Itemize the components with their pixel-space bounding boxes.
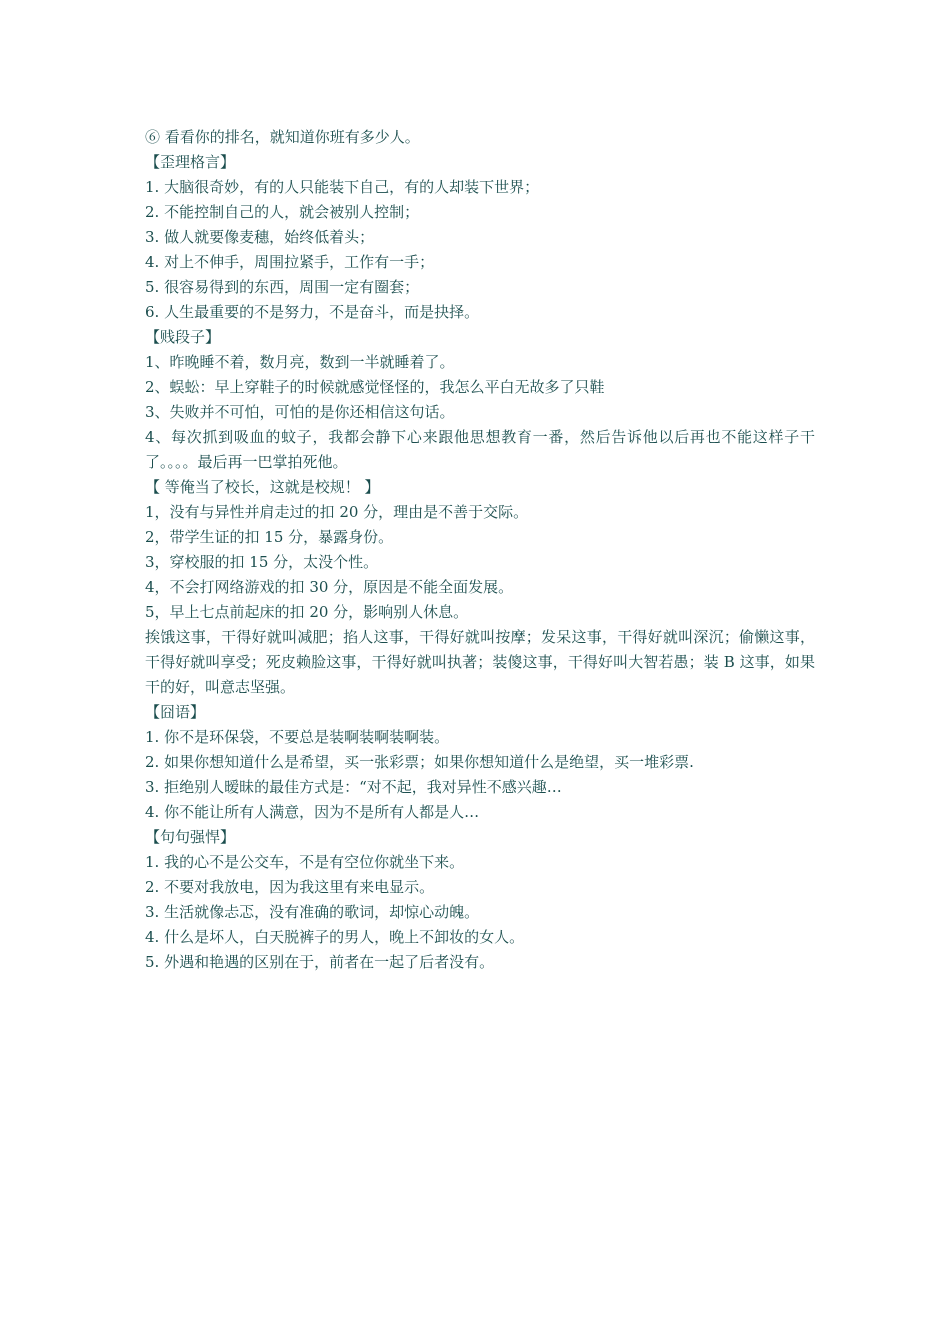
list-item: 6. 人生最重要的不是努力，不是奋斗，而是抉择。 (145, 303, 480, 321)
list-item: 1、昨晚睡不着，数月亮，数到一半就睡着了。 (145, 353, 455, 371)
list-item: 2. 如果你想知道什么是希望，买一张彩票；如果你想知道什么是绝望，买一堆彩票. (145, 753, 694, 771)
section-heading: 【 等俺当了校长，这就是校规！ 】 (145, 478, 380, 496)
list-item: 1. 大脑很奇妙，有的人只能装下自己，有的人却装下世界； (145, 178, 540, 196)
list-item: 4、每次抓到吸血的蚊子，我都会静下心来跟他思想教育一番，然后告诉他以后再也不能这样子干了。。。。最后再一巴掌拍死他。 (145, 428, 815, 471)
list-item: 5. 很容易得到的东西，周围一定有圈套； (145, 278, 420, 296)
list-item: 5，早上七点前起床的扣 20 分，影响别人休息。 (145, 603, 469, 621)
section-heading: 【句句强悍】 (145, 828, 236, 846)
list-item: 2，带学生证的扣 15 分，暴露身份。 (145, 528, 394, 546)
section-heading: 【歪理格言】 (145, 153, 236, 171)
list-item: 4. 对上不伸手，周围拉紧手，工作有一手； (145, 253, 435, 271)
list-item: 2. 不要对我放电，因为我这里有来电显示。 (145, 878, 435, 896)
list-item: 5. 外遇和艳遇的区别在于，前者在一起了后者没有。 (145, 953, 495, 971)
document-body (145, 125, 815, 975)
list-item: 2. 不能控制自己的人，就会被别人控制； (145, 203, 420, 221)
section-heading: 【囧语】 (145, 703, 206, 721)
list-item: 3，穿校服的扣 15 分，太没个性。 (145, 553, 379, 571)
list-item: 4. 什么是坏人，白天脱裤子的男人，晚上不卸妆的女人。 (145, 928, 525, 946)
list-item: 1. 你不是环保袋，不要总是装啊装啊装啊装。 (145, 728, 450, 746)
intro-line: ⑥ 看看你的排名，就知道你班有多少人。 (145, 128, 420, 146)
list-item: 4，不会打网络游戏的扣 30 分，原因是不能全面发展。 (145, 578, 514, 596)
list-item: 2、蜈蚣：早上穿鞋子的时候就感觉怪怪的，我怎么平白无故多了只鞋 (145, 378, 605, 396)
section-heading: 【贱段子】 (145, 328, 221, 346)
list-item: 3. 生活就像忐忑，没有准确的歌词，却惊心动魄。 (145, 903, 480, 921)
list-item: 1，没有与异性并肩走过的扣 20 分，理由是不善于交际。 (145, 503, 529, 521)
list-item: 4. 你不能让所有人满意，因为不是所有人都是人… (145, 803, 480, 821)
list-item: 1. 我的心不是公交车，不是有空位你就坐下来。 (145, 853, 465, 871)
list-item: 3. 做人就要像麦穗，始终低着头； (145, 228, 375, 246)
list-item: 3、失败并不可怕，可怕的是你还相信这句话。 (145, 403, 455, 421)
paragraph: 挨饿这事，干得好就叫减肥；掐人这事，干得好就叫按摩；发呆这事，干得好就叫深沉；偷懒这事，干得好就叫享受；死皮赖脸这事，干得好就叫执著；装傻这事，干得好叫大智若愚；装 B 这事，如果干的好，叫意志坚强。 (145, 628, 815, 696)
list-item: 3. 拒绝别人暧昧的最佳方式是：“对不起，我对异性不感兴趣… (145, 778, 562, 796)
